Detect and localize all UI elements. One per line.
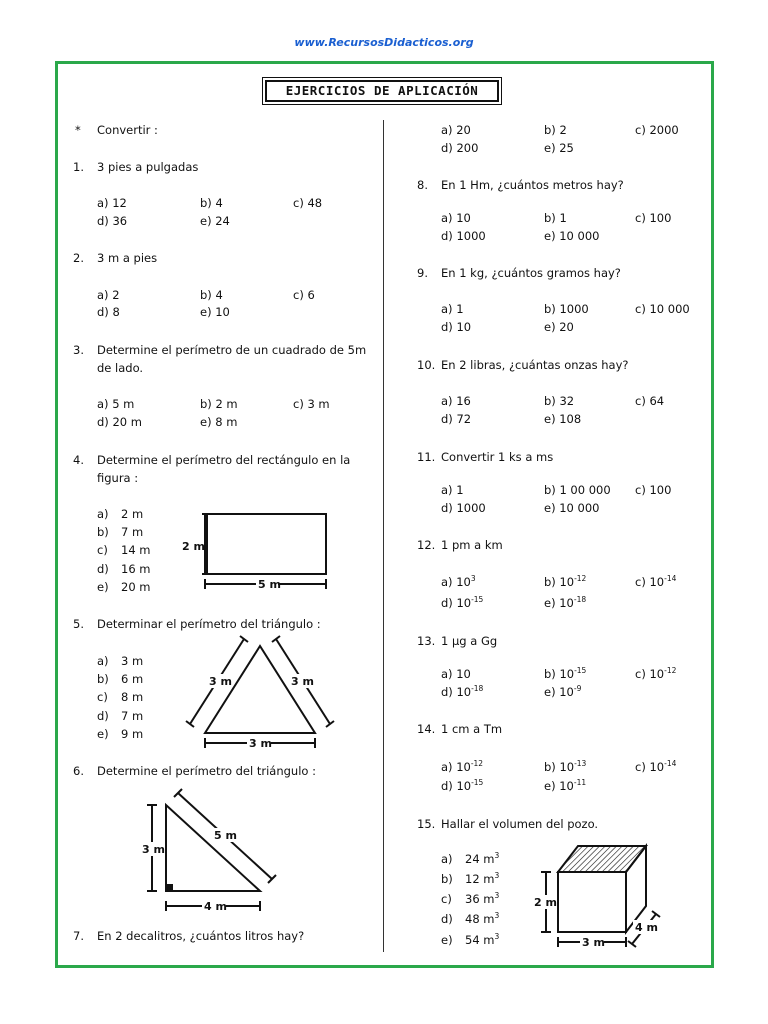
q10-option[interactable]: d) 72 <box>441 412 472 426</box>
q6-number: 6. <box>73 764 84 778</box>
q4-option-value[interactable]: 2 m <box>121 507 144 521</box>
rect-width-label: 5 m <box>258 578 281 591</box>
q8-option[interactable]: b) 1 <box>544 211 567 225</box>
rectangle-shape <box>205 514 326 574</box>
triangle-shape <box>205 646 315 733</box>
q9-option[interactable]: b) 1000 <box>544 302 589 316</box>
rtri-height-label: 3 m <box>142 843 165 856</box>
q11-option[interactable]: a) 1 <box>441 483 464 497</box>
rtri-hyp-label: 5 m <box>214 829 237 842</box>
q5-option-value[interactable]: 8 m <box>121 690 144 704</box>
q2-option[interactable]: a) 2 <box>97 288 120 302</box>
cube-depth-label: 4 m <box>635 921 658 934</box>
q4-option-letter[interactable]: a) <box>97 507 109 521</box>
rect-height-label: 2 m <box>182 540 205 553</box>
q13-option[interactable]: d) $10^{-18}$ <box>441 684 484 699</box>
q10-number: 10. <box>417 358 436 372</box>
tri-right-label: 3 m <box>291 675 314 688</box>
q10-option[interactable]: a) 16 <box>441 394 471 408</box>
q3-option[interactable]: d) 20 m <box>97 415 142 429</box>
well-cube-figure <box>528 838 668 953</box>
site-url[interactable]: www.RecursosDidacticos.org <box>294 36 474 49</box>
cube-front-face <box>558 872 626 932</box>
q13-option[interactable]: b) $10^{-15}$ <box>544 666 587 681</box>
q4-option-value[interactable]: 14 m <box>121 543 151 557</box>
q4-option-letter[interactable]: d) <box>97 562 109 576</box>
q1-option[interactable]: d) 36 <box>97 214 128 228</box>
q5-text: Determinar el perímetro del triángulo : <box>97 617 321 631</box>
q15-number: 15. <box>417 817 436 831</box>
q15-option-value[interactable]: 48 $m^3$ <box>465 911 500 926</box>
cube-top-face <box>558 846 646 872</box>
q14-number: 14. <box>417 722 436 736</box>
column-divider <box>383 120 384 952</box>
rtri-base-label: 4 m <box>204 900 227 913</box>
q10-text: En 2 libras, ¿cuántas onzas hay? <box>441 358 629 372</box>
tri-left-label: 3 m <box>209 675 232 688</box>
q7-text: En 2 decalitros, ¿cuántos litros hay? <box>97 929 305 943</box>
q7-option[interactable]: e) 25 <box>544 141 574 155</box>
q2-text: 3 m a pies <box>97 251 158 265</box>
q14-option[interactable]: a) $10^{-12}$ <box>441 759 484 774</box>
q2-number: 2. <box>73 251 84 265</box>
q12-option[interactable]: d) $10^{-15}$ <box>441 595 484 610</box>
q4-text-line2: figura : <box>97 471 139 485</box>
q8-option[interactable]: d) 1000 <box>441 229 486 243</box>
q7-option[interactable]: d) 200 <box>441 141 479 155</box>
q11-option[interactable]: d) 1000 <box>441 501 486 515</box>
q2-option[interactable]: d) 8 <box>97 305 120 319</box>
q15-option-letter[interactable]: a) <box>441 852 453 866</box>
q12-number: 12. <box>417 538 436 552</box>
right-triangle-shape <box>166 805 260 891</box>
q11-text: Convertir 1 ks a ms <box>441 450 554 464</box>
q10-option[interactable]: b) 32 <box>544 394 575 408</box>
q4-option-letter[interactable]: e) <box>97 580 109 594</box>
q4-option-value[interactable]: 20 m <box>121 580 151 594</box>
q15-option-value[interactable]: 12 $m^3$ <box>465 871 500 886</box>
q2-option[interactable]: e) 10 <box>200 305 230 319</box>
q11-number: 11. <box>417 450 436 464</box>
q4-option-letter[interactable]: c) <box>97 543 108 557</box>
q2-option[interactable]: c) 6 <box>293 288 315 302</box>
q15-option-value[interactable]: 36 $m^3$ <box>465 891 500 906</box>
q9-option[interactable]: c) 10 000 <box>635 302 690 316</box>
q9-number: 9. <box>417 266 428 280</box>
q5-option-value[interactable]: 3 m <box>121 654 144 668</box>
q3-number: 3. <box>73 343 84 357</box>
q9-option[interactable]: a) 1 <box>441 302 464 316</box>
q8-option[interactable]: c) 100 <box>635 211 672 225</box>
q4-option-value[interactable]: 7 m <box>121 525 144 539</box>
q15-option-letter[interactable]: d) <box>441 912 453 926</box>
q3-option[interactable]: b) 2 m <box>200 397 238 411</box>
q5-option-letter[interactable]: d) <box>97 709 109 723</box>
intro-text: Convertir : <box>97 123 158 137</box>
q10-option[interactable]: c) 64 <box>635 394 665 408</box>
q14-text: 1 cm a Tm <box>441 722 503 736</box>
cube-height-label: 2 m <box>534 896 557 909</box>
q3-option[interactable]: c) 3 m <box>293 397 330 411</box>
q5-option-value[interactable]: 9 m <box>121 727 144 741</box>
q13-option[interactable]: c) $10^{-12}$ <box>635 666 677 681</box>
q4-text-line1: Determine el perímetro del rectángulo en la <box>97 453 351 467</box>
q3-option[interactable]: e) 8 m <box>200 415 238 429</box>
q12-option[interactable]: a) $10^3$ <box>441 574 476 589</box>
q1-option[interactable]: b) 4 <box>200 196 223 210</box>
q1-text: 3 pies a pulgadas <box>97 160 199 174</box>
q1-number: 1. <box>73 160 84 174</box>
q6-text: Determine el perímetro del triángulo : <box>97 764 316 778</box>
q13-option[interactable]: e) $10^{-9}$ <box>544 684 582 699</box>
q15-option-letter[interactable]: b) <box>441 872 453 886</box>
q14-option[interactable]: e) $10^{-11}$ <box>544 778 587 793</box>
q9-option[interactable]: e) 20 <box>544 320 574 334</box>
q5-option-letter[interactable]: e) <box>97 727 109 741</box>
q13-number: 13. <box>417 634 436 648</box>
q12-option[interactable]: e) $10^{-18}$ <box>544 595 587 610</box>
q14-option[interactable]: b) $10^{-13}$ <box>544 759 587 774</box>
q3-option[interactable]: a) 5 m <box>97 397 135 411</box>
q7-option[interactable]: c) 2000 <box>635 123 679 137</box>
q5-option-letter[interactable]: a) <box>97 654 109 668</box>
q2-option[interactable]: b) 4 <box>200 288 223 302</box>
q7-option[interactable]: b) 2 <box>544 123 567 137</box>
q7-number: 7. <box>73 929 84 943</box>
q12-option[interactable]: b) $10^{-12}$ <box>544 574 587 589</box>
q12-text: 1 pm a km <box>441 538 503 552</box>
tri-base-label: 3 m <box>249 737 272 750</box>
q13-text: 1 μg a Gg <box>441 634 498 648</box>
q5-option-value[interactable]: 6 m <box>121 672 144 686</box>
q15-option-value[interactable]: 24 $m^3$ <box>465 851 500 866</box>
q5-option-letter[interactable]: b) <box>97 672 109 686</box>
q13-option[interactable]: a) 10 <box>441 667 471 681</box>
q11-option[interactable]: b) 1 00 000 <box>544 483 611 497</box>
q15-option-letter[interactable]: c) <box>441 892 452 906</box>
q15-option-letter[interactable]: e) <box>441 933 453 947</box>
q5-option-value[interactable]: 7 m <box>121 709 144 723</box>
q14-option[interactable]: d) $10^{-15}$ <box>441 778 484 793</box>
q3-text-line2: de lado. <box>97 361 144 375</box>
q4-number: 4. <box>73 453 84 467</box>
q1-option[interactable]: a) 12 <box>97 196 127 210</box>
q10-option[interactable]: e) 108 <box>544 412 582 426</box>
q8-option[interactable]: e) 10 000 <box>544 229 600 243</box>
intro-bullet: * <box>75 123 81 137</box>
q8-option[interactable]: a) 10 <box>441 211 471 225</box>
q1-option[interactable]: c) 48 <box>293 196 323 210</box>
q11-option[interactable]: c) 100 <box>635 483 672 497</box>
q15-text: Hallar el volumen del pozo. <box>441 817 599 831</box>
q7-option[interactable]: a) 20 <box>441 123 471 137</box>
worksheet-title: EJERCICIOS DE APLICACIÓN <box>265 80 499 102</box>
q9-text: En 1 kg, ¿cuántos gramos hay? <box>441 266 621 280</box>
q12-option[interactable]: c) $10^{-14}$ <box>635 574 677 589</box>
q5-number: 5. <box>73 617 84 631</box>
q1-option[interactable]: e) 24 <box>200 214 230 228</box>
q4-option-value[interactable]: 16 m <box>121 562 151 576</box>
equilateral-triangle-figure <box>180 630 340 755</box>
q8-text: En 1 Hm, ¿cuántos metros hay? <box>441 178 624 192</box>
q9-option[interactable]: d) 10 <box>441 320 472 334</box>
right-triangle-figure <box>140 785 290 915</box>
rectangle-figure <box>180 505 340 595</box>
cube-width-label: 3 m <box>582 936 605 949</box>
q15-option-value[interactable]: 54 $m^3$ <box>465 932 500 947</box>
q4-option-letter[interactable]: b) <box>97 525 109 539</box>
q8-number: 8. <box>417 178 428 192</box>
q3-text-line1: Determine el perímetro de un cuadrado de 5m <box>97 343 367 357</box>
q5-option-letter[interactable]: c) <box>97 690 108 704</box>
q14-option[interactable]: c) $10^{-14}$ <box>635 759 677 774</box>
q11-option[interactable]: e) 10 000 <box>544 501 600 515</box>
